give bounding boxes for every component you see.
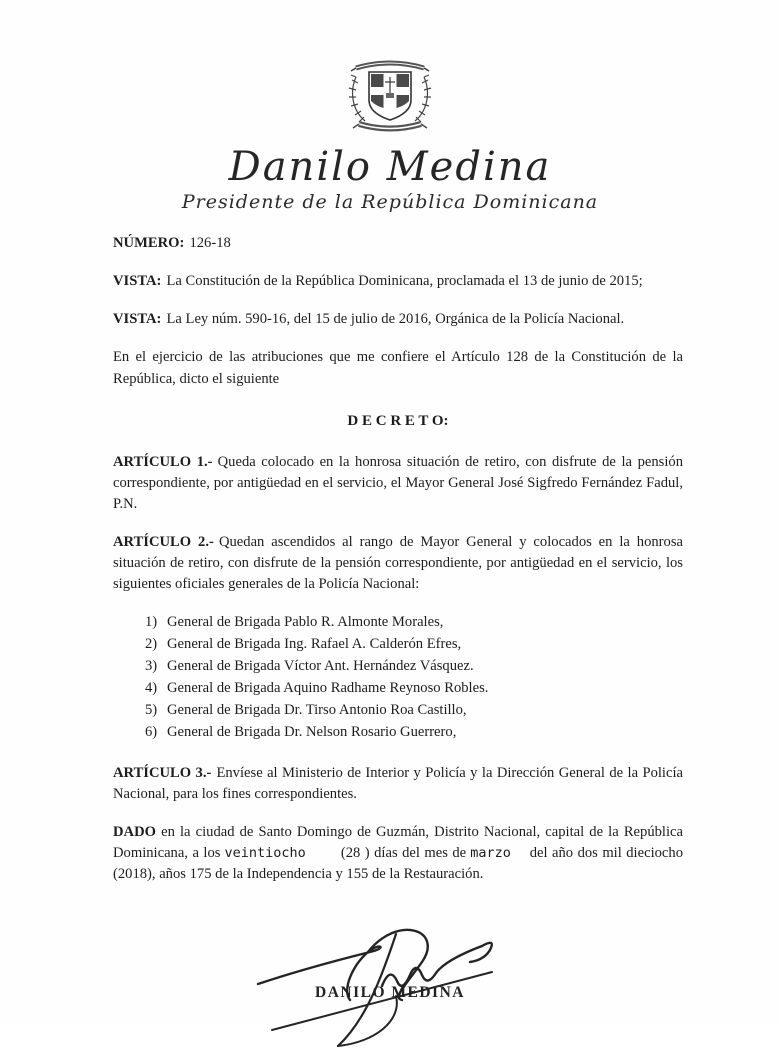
dado-paragraph <box>113 822 683 885</box>
list-item-text: General de Brigada Aquino Radhame Reynoso Robles. <box>167 680 489 697</box>
numero-line <box>113 233 683 254</box>
list-item <box>145 656 683 678</box>
articulo-1 <box>113 452 683 515</box>
list-item-number: 5) <box>145 702 158 719</box>
articulo-2-label: ARTÍCULO 2.- <box>113 534 214 550</box>
dado-typed-day: veintiocho <box>224 845 306 862</box>
list-item-text: General de Brigada Pablo R. Almonte Morales, <box>167 614 444 631</box>
decreto-heading: D E C R E T O: <box>347 412 449 429</box>
list-item <box>145 700 683 722</box>
list-item-text: General de Brigada Dr. Nelson Rosario Guerrero, <box>167 723 457 740</box>
vista-1 <box>113 271 683 292</box>
articulo-3 <box>113 763 683 805</box>
dado-label: DADO <box>113 824 156 841</box>
list-item <box>145 634 683 656</box>
dado-typed-month: marzo <box>470 845 511 862</box>
list-item-number: 1) <box>145 614 158 631</box>
articulo-1-text: Queda colocado en la honrosa situación de retiro, con disfrute de la pensión correspondiente, por antigüedad en el servicio, el Mayor General José Sigfredo Fernández Fadul, P.N. <box>113 453 683 512</box>
vista-2-label: VISTA: <box>113 311 162 328</box>
list-item-text: General de Brigada Víctor Ant. Hernández Vásquez. <box>167 658 474 675</box>
letterhead-name: Danilo Medina <box>228 144 552 190</box>
articulo-2-text: Quedan ascendidos al rango de Mayor General y colocados en la honrosa situación de retiro, con disfrute de la pensión correspondiente, por antigüedad en el servicio, los siguientes oficiales generales de la Policía Nacional: <box>113 534 683 593</box>
coat-of-arms-icon <box>329 55 451 137</box>
articulo-2 <box>113 532 683 595</box>
intro-paragraph: En el ejercicio de las atribuciones que me confiere el Artículo 128 de la Constitución de la República, dicto el siguiente <box>113 349 683 387</box>
vista-2 <box>113 309 683 330</box>
signature-block <box>230 912 550 1052</box>
list-item-number: 2) <box>145 636 158 653</box>
list-item-text: General de Brigada Ing. Rafael A. Calderón Efres, <box>167 636 462 653</box>
dado-seg3: del año dos mil dieciocho (2018), años 175 de la Independencia y 155 de la Restauración. <box>113 845 683 883</box>
list-item-number: 6) <box>145 723 158 740</box>
letterhead-title: Presidente de la República Dominicana <box>181 191 599 213</box>
list-item-text: General de Brigada Dr. Tirso Antonio Roa Castillo, <box>167 702 467 719</box>
signatory-name: DANILO MEDINA <box>315 983 465 1001</box>
vista-2-text: La Ley núm. 590-16, del 15 de julio de 2016, Orgánica de la Policía Nacional. <box>166 311 625 328</box>
list-item-number: 4) <box>145 680 158 697</box>
articulo-3-text: Envíese al Ministerio de Interior y Policía y la Dirección General de la Policía Nacional, para los fines correspondientes. <box>113 764 683 802</box>
numero-value: 126-18 <box>189 235 231 251</box>
decree-body <box>0 213 780 886</box>
articulo-1-label: ARTÍCULO 1.- <box>113 453 213 470</box>
list-item-number: 3) <box>145 658 158 675</box>
dado-seg2: (28 ) días del mes de <box>340 845 467 862</box>
vista-1-text: La Constitución de la República Dominicana, proclamada el 13 de junio de 2015; <box>166 273 643 290</box>
letterhead <box>0 0 780 213</box>
generals-list <box>145 612 683 743</box>
list-item <box>145 722 683 744</box>
list-item <box>145 612 683 634</box>
vista-1-label: VISTA: <box>113 273 162 290</box>
signature-scrawl-icon <box>230 912 550 1052</box>
list-item <box>145 678 683 700</box>
articulo-3-label: ARTÍCULO 3.- <box>113 764 212 781</box>
numero-label: NÚMERO: <box>113 235 185 251</box>
dado-seg1: en la ciudad de Santo Domingo de Guzmán, Distrito Nacional, capital de la República Dominicana, a los <box>113 824 683 862</box>
